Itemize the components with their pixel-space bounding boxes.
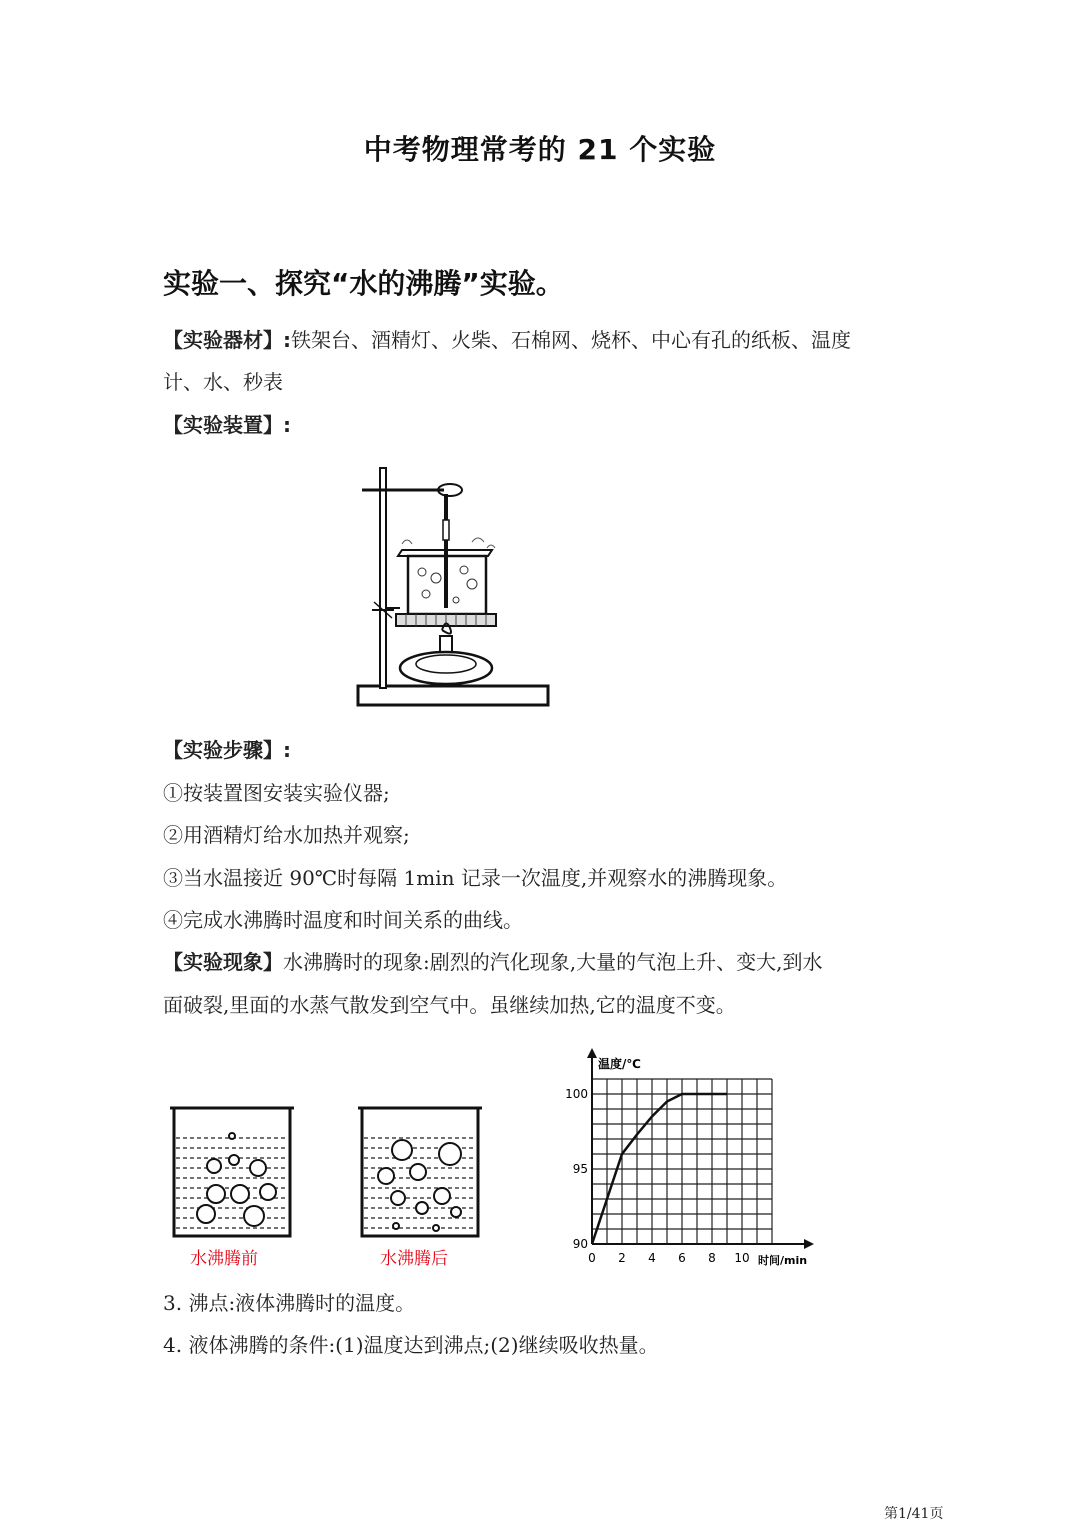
document-title: 中考物理常考的 21 个实验 [363,133,717,166]
beaker-after-boiling-figure [354,1104,486,1240]
x-tick-label: 2 [618,1251,626,1265]
x-axis-label: 时间/min [758,1254,808,1267]
x-tick-label: 10 [734,1251,750,1265]
x-tick-label: 8 [708,1251,716,1265]
phenomenon-text-1: 水沸腾时的现象:剧烈的汽化现象,大量的气泡上升、变大,到水 [283,950,823,974]
y-tick-label: 90 [572,1237,588,1251]
page-number: 第1/41页 [884,1506,944,1522]
x-axis-arrow [804,1239,814,1249]
point-3: 3. 沸点:液体沸腾时的温度。 [163,1291,416,1315]
phenomenon-label: 【实验现象】 [163,950,283,974]
apparatus-label: 【实验装置】: [163,413,291,437]
materials-text-1: 铁架台、酒精灯、火柴、石棉网、烧杯、中心有孔的纸板、温度 [291,328,851,352]
step-item-4: ④完成水沸腾时温度和时间关系的曲线。 [163,908,523,932]
y-tick-label: 95 [572,1162,588,1176]
phenomenon-line-1 [163,948,822,976]
step-item-2: ②用酒精灯给水加热并观察; [163,823,410,847]
point-4: 4. 液体沸腾的条件:(1)温度达到沸点;(2)继续吸收热量。 [163,1333,659,1357]
phenomenon-text-2: 面破裂,里面的水蒸气散发到空气中。虽继续加热,它的温度不变。 [163,993,736,1017]
y-axis-arrow [587,1048,597,1058]
beaker-before-boiling-figure [166,1104,298,1240]
materials-label: 【实验器材】: [163,328,291,352]
x-tick-label: 0 [588,1251,596,1265]
materials-text-2: 计、水、秒表 [163,370,283,394]
caption-after-boiling: 水沸腾后 [380,1249,448,1269]
y-tick-label: 100 [565,1087,588,1101]
materials-line-1 [163,326,851,354]
temperature-time-chart [560,1048,820,1274]
caption-before-boiling: 水沸腾前 [190,1249,258,1269]
steps-label: 【实验步骤】: [163,738,291,762]
step-item-3: ③当水温接近 90℃时每隔 1min 记录一次温度,并观察水的沸腾现象。 [163,866,788,890]
x-tick-label: 4 [648,1251,656,1265]
x-tick-label: 6 [678,1251,686,1265]
boiling-apparatus-figure [352,460,552,710]
step-item-1: ①按装置图安装实验仪器; [163,781,390,805]
y-axis-label: 温度/℃ [598,1057,641,1071]
section-heading: 实验一、探究“水的沸腾”实验。 [163,267,564,300]
